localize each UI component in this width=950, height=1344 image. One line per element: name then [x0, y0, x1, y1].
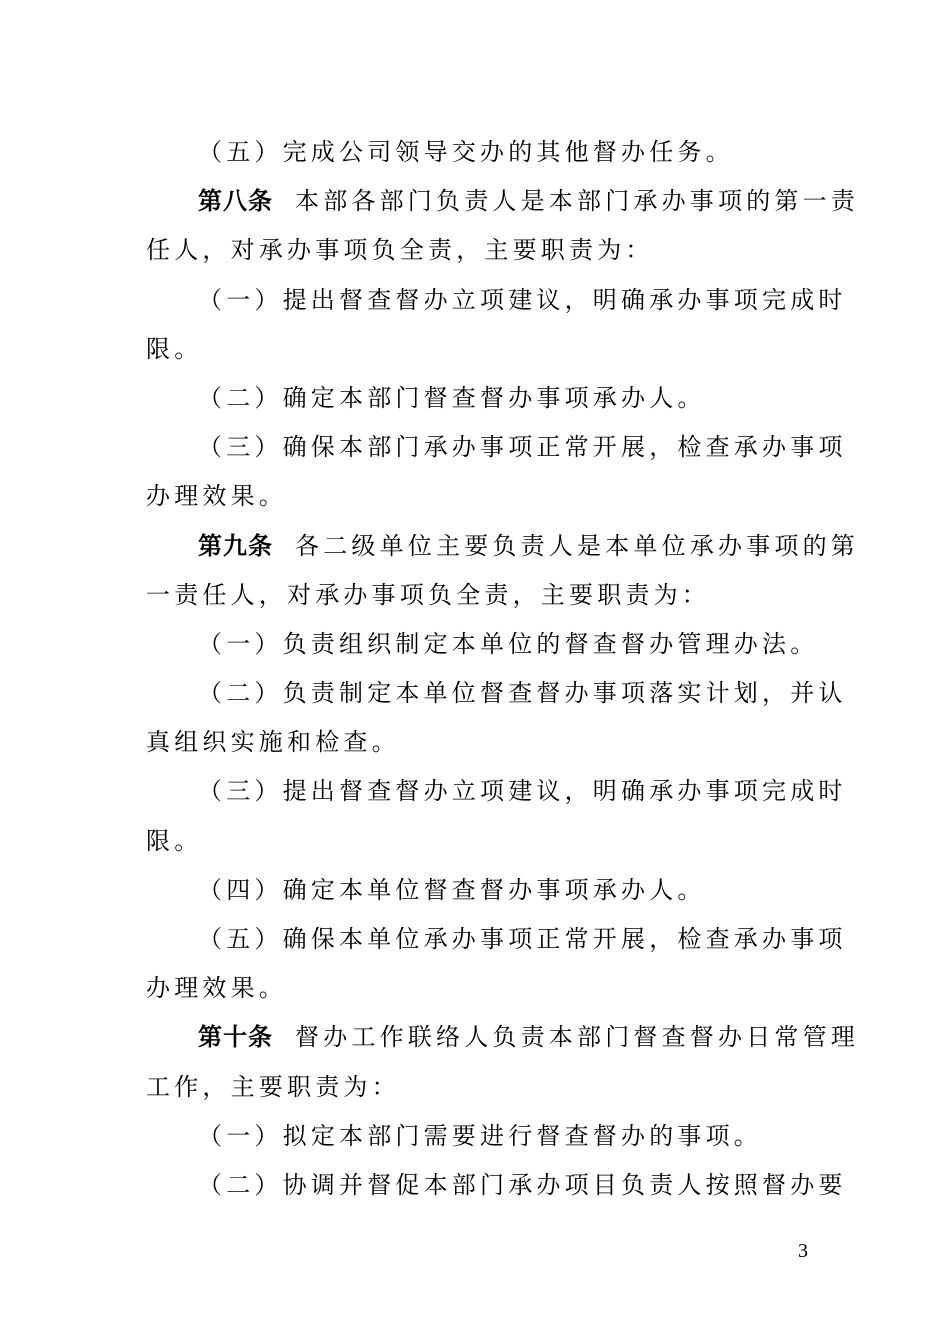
- text-line: [146, 767, 847, 816]
- text-line: [146, 964, 810, 1013]
- line-text: （二）协调并督促本部门承办项目负责人按照督办要: [198, 1170, 847, 1199]
- text-line: [146, 817, 810, 866]
- line-text: （四）确定本单位督查督办事项承办人。: [198, 875, 706, 904]
- line-text: 督办工作联络人负责本部门督查督办日常管理: [295, 1023, 859, 1052]
- text-line: [146, 1112, 810, 1161]
- line-text: 工作，主要职责为：: [146, 1072, 400, 1101]
- line-text: 限。: [146, 826, 203, 855]
- text-line: [146, 571, 810, 620]
- text-line: [146, 915, 847, 964]
- line-text: 办理效果。: [146, 974, 287, 1003]
- article-number: 第八条: [198, 187, 273, 216]
- line-text: （五）完成公司领导交办的其他督办任务。: [198, 138, 734, 166]
- document-body: [146, 128, 859, 1210]
- text-line: [146, 620, 819, 669]
- line-text: 限。: [146, 334, 203, 363]
- article-number: 第十条: [198, 1023, 273, 1052]
- text-line: [146, 718, 810, 767]
- line-text: 真组织实施和检查。: [146, 728, 400, 757]
- line-text: （一）负责组织制定本单位的督查督办管理办法。: [198, 629, 819, 658]
- text-line: [146, 226, 810, 275]
- line-text: （一）提出督查督办立项建议，明确承办事项完成时: [198, 285, 847, 314]
- line-text: （五）确保本单位承办事项正常开展，检查承办事项: [198, 925, 847, 953]
- line-text: 一责任人，对承办事项负全责，主要职责为：: [146, 580, 710, 609]
- line-text: （二）确定本部门督查督办事项承办人。: [198, 383, 706, 412]
- line-text: （一）拟定本部门需要进行督查督办的事项。: [198, 1121, 762, 1150]
- line-text: （二）负责制定本单位督查督办事项落实计划，并认: [198, 679, 847, 708]
- text-line: [146, 325, 810, 374]
- text-line: [146, 1063, 810, 1112]
- text-line: [146, 669, 847, 718]
- line-text: 本部各部门负责人是本部门承办事项的第一责: [295, 187, 859, 216]
- article-heading-line: [146, 522, 859, 571]
- text-line: [146, 276, 847, 325]
- article-heading-line: [146, 1013, 859, 1062]
- text-line: [146, 472, 810, 521]
- line-text: 办理效果。: [146, 482, 287, 511]
- text-line: [146, 423, 847, 472]
- text-line: [146, 866, 810, 915]
- page-number: 3: [798, 1240, 808, 1262]
- line-text: （三）提出督查督办立项建议，明确承办事项完成时: [198, 777, 847, 806]
- text-line: [146, 374, 810, 423]
- text-line: [146, 128, 810, 177]
- article-heading-line: [146, 177, 859, 226]
- article-number: 第九条: [198, 531, 273, 560]
- line-text: 任人，对承办事项负全责，主要职责为：: [146, 236, 654, 265]
- line-text: 各二级单位主要负责人是本单位承办事项的第: [295, 531, 859, 560]
- line-text: （三）确保本部门承办事项正常开展，检查承办事项: [198, 433, 847, 462]
- text-line: [146, 1161, 847, 1210]
